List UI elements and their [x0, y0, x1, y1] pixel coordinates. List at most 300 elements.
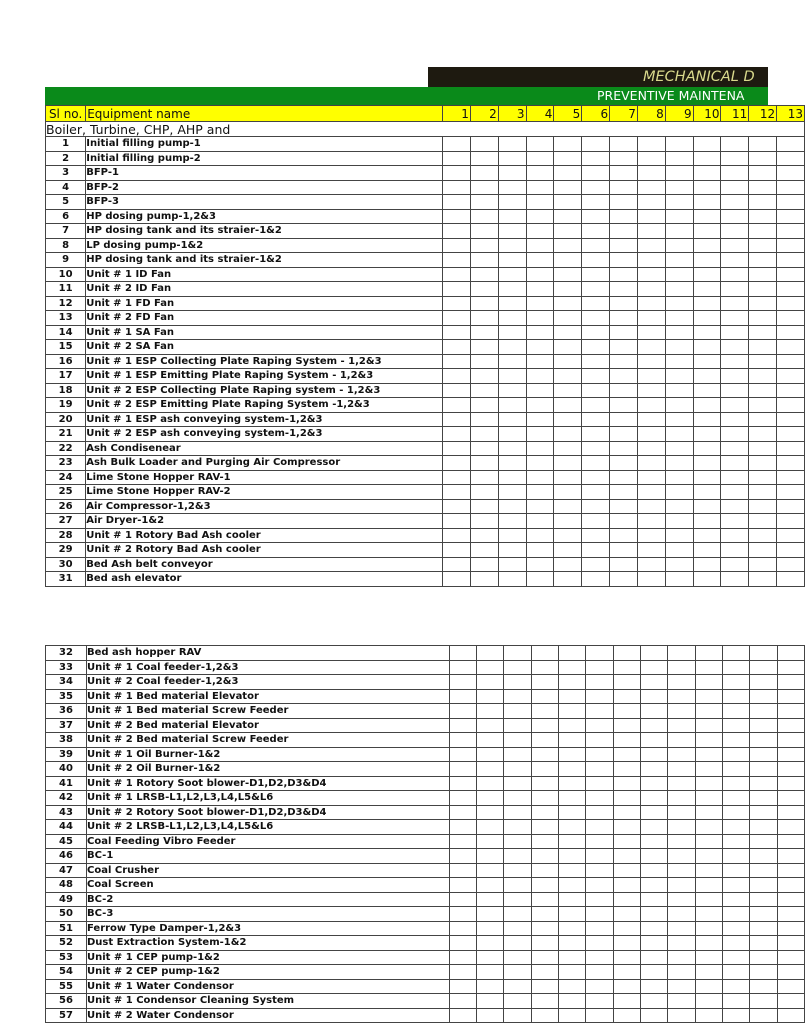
row-sl-no[interactable]: 28 [46, 528, 86, 543]
schedule-cell[interactable] [558, 820, 585, 835]
schedule-cell[interactable] [777, 282, 805, 297]
schedule-cell[interactable] [470, 543, 498, 558]
schedule-cell[interactable] [498, 253, 526, 268]
schedule-cell[interactable] [695, 834, 722, 849]
schedule-cell[interactable] [777, 704, 804, 719]
schedule-cell[interactable] [449, 820, 476, 835]
schedule-cell[interactable] [777, 557, 805, 572]
schedule-cell[interactable] [498, 412, 526, 427]
schedule-cell[interactable] [777, 456, 805, 471]
schedule-cell[interactable] [504, 950, 531, 965]
schedule-cell[interactable] [613, 950, 640, 965]
schedule-cell[interactable] [470, 398, 498, 413]
schedule-cell[interactable] [665, 238, 693, 253]
schedule-cell[interactable] [749, 572, 777, 587]
schedule-cell[interactable] [526, 209, 554, 224]
schedule-cell[interactable] [750, 936, 777, 951]
row-sl-no[interactable]: 51 [46, 921, 87, 936]
schedule-cell[interactable] [613, 675, 640, 690]
schedule-cell[interactable] [613, 805, 640, 820]
schedule-cell[interactable] [449, 791, 476, 806]
schedule-cell[interactable] [637, 180, 665, 195]
schedule-cell[interactable] [476, 892, 503, 907]
schedule-cell[interactable] [610, 325, 638, 340]
schedule-cell[interactable] [504, 849, 531, 864]
schedule-cell[interactable] [558, 834, 585, 849]
schedule-cell[interactable] [613, 849, 640, 864]
schedule-cell[interactable] [504, 965, 531, 980]
row-sl-no[interactable]: 2 [46, 151, 86, 166]
schedule-cell[interactable] [558, 921, 585, 936]
schedule-cell[interactable] [526, 470, 554, 485]
row-equipment-name[interactable]: Unit # 1 Coal feeder-1,2&3 [86, 660, 449, 675]
schedule-cell[interactable] [504, 791, 531, 806]
schedule-cell[interactable] [665, 224, 693, 239]
schedule-cell[interactable] [582, 253, 610, 268]
schedule-cell[interactable] [476, 994, 503, 1009]
schedule-cell[interactable] [637, 572, 665, 587]
schedule-cell[interactable] [695, 849, 722, 864]
schedule-cell[interactable] [693, 238, 721, 253]
schedule-cell[interactable] [531, 660, 558, 675]
schedule-cell[interactable] [777, 892, 804, 907]
row-sl-no[interactable]: 43 [46, 805, 87, 820]
schedule-cell[interactable] [637, 267, 665, 282]
schedule-cell[interactable] [498, 543, 526, 558]
schedule-cell[interactable] [476, 1008, 503, 1023]
schedule-cell[interactable] [554, 238, 582, 253]
schedule-cell[interactable] [554, 383, 582, 398]
schedule-cell[interactable] [586, 689, 613, 704]
schedule-cell[interactable] [693, 137, 721, 152]
schedule-cell[interactable] [693, 383, 721, 398]
schedule-cell[interactable] [582, 282, 610, 297]
schedule-cell[interactable] [777, 514, 805, 529]
schedule-cell[interactable] [610, 514, 638, 529]
schedule-cell[interactable] [749, 412, 777, 427]
header-month-5[interactable]: 5 [554, 106, 582, 122]
schedule-cell[interactable] [582, 224, 610, 239]
schedule-cell[interactable] [504, 820, 531, 835]
schedule-cell[interactable] [582, 325, 610, 340]
schedule-cell[interactable] [558, 733, 585, 748]
schedule-cell[interactable] [476, 965, 503, 980]
schedule-cell[interactable] [750, 776, 777, 791]
schedule-cell[interactable] [476, 762, 503, 777]
schedule-cell[interactable] [526, 543, 554, 558]
schedule-cell[interactable] [640, 849, 667, 864]
schedule-cell[interactable] [449, 907, 476, 922]
schedule-cell[interactable] [558, 1008, 585, 1023]
schedule-cell[interactable] [777, 776, 804, 791]
schedule-cell[interactable] [695, 660, 722, 675]
schedule-cell[interactable] [498, 354, 526, 369]
schedule-cell[interactable] [637, 456, 665, 471]
schedule-cell[interactable] [582, 572, 610, 587]
schedule-cell[interactable] [749, 427, 777, 442]
schedule-cell[interactable] [749, 253, 777, 268]
schedule-cell[interactable] [721, 456, 749, 471]
schedule-cell[interactable] [586, 936, 613, 951]
schedule-cell[interactable] [610, 180, 638, 195]
schedule-cell[interactable] [531, 921, 558, 936]
schedule-cell[interactable] [695, 936, 722, 951]
schedule-cell[interactable] [582, 383, 610, 398]
schedule-cell[interactable] [749, 166, 777, 181]
schedule-cell[interactable] [777, 412, 805, 427]
row-equipment-name[interactable]: Bed ash hopper RAV [86, 646, 449, 661]
schedule-cell[interactable] [443, 224, 471, 239]
schedule-cell[interactable] [750, 921, 777, 936]
schedule-cell[interactable] [665, 572, 693, 587]
schedule-cell[interactable] [695, 907, 722, 922]
row-sl-no[interactable]: 30 [46, 557, 86, 572]
schedule-cell[interactable] [498, 383, 526, 398]
schedule-cell[interactable] [504, 907, 531, 922]
schedule-cell[interactable] [749, 499, 777, 514]
schedule-cell[interactable] [693, 282, 721, 297]
schedule-cell[interactable] [777, 311, 805, 326]
schedule-cell[interactable] [721, 311, 749, 326]
schedule-cell[interactable] [610, 151, 638, 166]
row-sl-no[interactable]: 52 [46, 936, 87, 951]
schedule-cell[interactable] [476, 907, 503, 922]
schedule-cell[interactable] [470, 325, 498, 340]
schedule-cell[interactable] [498, 325, 526, 340]
schedule-cell[interactable] [504, 921, 531, 936]
row-sl-no[interactable]: 1 [46, 137, 86, 152]
schedule-cell[interactable] [526, 485, 554, 500]
row-equipment-name[interactable]: Unit # 1 Oil Burner-1&2 [86, 747, 449, 762]
schedule-cell[interactable] [613, 689, 640, 704]
schedule-cell[interactable] [610, 166, 638, 181]
schedule-cell[interactable] [722, 863, 749, 878]
schedule-cell[interactable] [722, 965, 749, 980]
schedule-cell[interactable] [722, 1008, 749, 1023]
schedule-cell[interactable] [722, 646, 749, 661]
schedule-cell[interactable] [693, 224, 721, 239]
schedule-cell[interactable] [777, 238, 805, 253]
schedule-cell[interactable] [665, 412, 693, 427]
schedule-cell[interactable] [531, 646, 558, 661]
schedule-cell[interactable] [476, 733, 503, 748]
row-equipment-name[interactable]: Initial filling pump-2 [86, 151, 443, 166]
schedule-cell[interactable] [665, 311, 693, 326]
schedule-cell[interactable] [750, 646, 777, 661]
schedule-cell[interactable] [722, 921, 749, 936]
schedule-cell[interactable] [582, 311, 610, 326]
schedule-cell[interactable] [640, 718, 667, 733]
schedule-cell[interactable] [470, 354, 498, 369]
schedule-cell[interactable] [749, 137, 777, 152]
schedule-cell[interactable] [526, 383, 554, 398]
schedule-cell[interactable] [554, 325, 582, 340]
schedule-cell[interactable] [777, 675, 804, 690]
schedule-cell[interactable] [526, 166, 554, 181]
schedule-cell[interactable] [750, 762, 777, 777]
row-equipment-name[interactable]: Coal Screen [86, 878, 449, 893]
schedule-cell[interactable] [722, 892, 749, 907]
schedule-cell[interactable] [470, 253, 498, 268]
schedule-cell[interactable] [777, 820, 804, 835]
schedule-cell[interactable] [721, 209, 749, 224]
schedule-cell[interactable] [721, 514, 749, 529]
schedule-cell[interactable] [558, 776, 585, 791]
schedule-cell[interactable] [610, 340, 638, 355]
row-sl-no[interactable]: 25 [46, 485, 86, 500]
row-equipment-name[interactable]: Unit # 2 CEP pump-1&2 [86, 965, 449, 980]
schedule-cell[interactable] [640, 936, 667, 951]
schedule-cell[interactable] [504, 675, 531, 690]
row-equipment-name[interactable]: Ash Bulk Loader and Purging Air Compressor [86, 456, 443, 471]
schedule-cell[interactable] [637, 398, 665, 413]
row-sl-no[interactable]: 55 [46, 979, 87, 994]
schedule-cell[interactable] [554, 253, 582, 268]
schedule-cell[interactable] [610, 557, 638, 572]
schedule-cell[interactable] [498, 224, 526, 239]
schedule-cell[interactable] [777, 369, 805, 384]
schedule-cell[interactable] [749, 441, 777, 456]
schedule-cell[interactable] [749, 557, 777, 572]
schedule-cell[interactable] [558, 965, 585, 980]
schedule-cell[interactable] [554, 282, 582, 297]
schedule-cell[interactable] [554, 528, 582, 543]
schedule-cell[interactable] [470, 557, 498, 572]
schedule-cell[interactable] [610, 441, 638, 456]
schedule-cell[interactable] [640, 791, 667, 806]
schedule-cell[interactable] [586, 791, 613, 806]
schedule-cell[interactable] [582, 499, 610, 514]
schedule-cell[interactable] [640, 921, 667, 936]
schedule-cell[interactable] [449, 747, 476, 762]
schedule-cell[interactable] [695, 892, 722, 907]
schedule-cell[interactable] [668, 646, 695, 661]
schedule-cell[interactable] [640, 907, 667, 922]
schedule-cell[interactable] [586, 704, 613, 719]
schedule-cell[interactable] [504, 936, 531, 951]
schedule-cell[interactable] [777, 383, 805, 398]
schedule-cell[interactable] [554, 427, 582, 442]
schedule-cell[interactable] [777, 646, 804, 661]
schedule-cell[interactable] [582, 456, 610, 471]
schedule-cell[interactable] [777, 398, 805, 413]
schedule-cell[interactable] [640, 704, 667, 719]
schedule-cell[interactable] [554, 499, 582, 514]
schedule-cell[interactable] [721, 369, 749, 384]
schedule-cell[interactable] [582, 180, 610, 195]
schedule-cell[interactable] [526, 137, 554, 152]
schedule-cell[interactable] [665, 340, 693, 355]
schedule-cell[interactable] [640, 979, 667, 994]
schedule-cell[interactable] [640, 863, 667, 878]
schedule-cell[interactable] [610, 499, 638, 514]
schedule-cell[interactable] [476, 646, 503, 661]
schedule-cell[interactable] [668, 863, 695, 878]
row-sl-no[interactable]: 5 [46, 195, 86, 210]
schedule-cell[interactable] [586, 921, 613, 936]
schedule-cell[interactable] [750, 747, 777, 762]
row-equipment-name[interactable]: Unit # 1 FD Fan [86, 296, 443, 311]
schedule-cell[interactable] [777, 762, 804, 777]
schedule-cell[interactable] [749, 238, 777, 253]
schedule-cell[interactable] [531, 718, 558, 733]
schedule-cell[interactable] [693, 456, 721, 471]
schedule-cell[interactable] [722, 747, 749, 762]
schedule-cell[interactable] [637, 369, 665, 384]
row-sl-no[interactable]: 42 [46, 791, 87, 806]
schedule-cell[interactable] [470, 441, 498, 456]
schedule-cell[interactable] [637, 311, 665, 326]
row-sl-no[interactable]: 4 [46, 180, 86, 195]
schedule-cell[interactable] [582, 557, 610, 572]
schedule-cell[interactable] [750, 878, 777, 893]
schedule-cell[interactable] [586, 834, 613, 849]
schedule-cell[interactable] [693, 151, 721, 166]
schedule-cell[interactable] [749, 514, 777, 529]
schedule-cell[interactable] [613, 646, 640, 661]
schedule-cell[interactable] [637, 137, 665, 152]
schedule-cell[interactable] [665, 267, 693, 282]
schedule-cell[interactable] [722, 979, 749, 994]
schedule-cell[interactable] [582, 195, 610, 210]
schedule-cell[interactable] [665, 325, 693, 340]
schedule-cell[interactable] [721, 354, 749, 369]
schedule-cell[interactable] [722, 805, 749, 820]
schedule-cell[interactable] [498, 398, 526, 413]
schedule-cell[interactable] [554, 195, 582, 210]
schedule-cell[interactable] [610, 470, 638, 485]
schedule-cell[interactable] [722, 791, 749, 806]
schedule-cell[interactable] [498, 311, 526, 326]
header-sl-no[interactable]: Sl no. [46, 106, 86, 122]
row-equipment-name[interactable]: BC-3 [86, 907, 449, 922]
row-equipment-name[interactable]: Coal Feeding Vibro Feeder [86, 834, 449, 849]
schedule-cell[interactable] [750, 704, 777, 719]
schedule-cell[interactable] [526, 325, 554, 340]
schedule-cell[interactable] [693, 325, 721, 340]
schedule-cell[interactable] [640, 994, 667, 1009]
row-sl-no[interactable]: 46 [46, 849, 87, 864]
schedule-cell[interactable] [531, 747, 558, 762]
schedule-cell[interactable] [558, 689, 585, 704]
row-equipment-name[interactable]: Unit # 2 Bed material Screw Feeder [86, 733, 449, 748]
schedule-cell[interactable] [777, 325, 805, 340]
schedule-cell[interactable] [504, 646, 531, 661]
schedule-cell[interactable] [637, 485, 665, 500]
schedule-cell[interactable] [721, 572, 749, 587]
schedule-cell[interactable] [610, 543, 638, 558]
schedule-cell[interactable] [695, 921, 722, 936]
row-sl-no[interactable]: 17 [46, 369, 86, 384]
schedule-cell[interactable] [749, 151, 777, 166]
schedule-cell[interactable] [586, 979, 613, 994]
schedule-cell[interactable] [721, 137, 749, 152]
schedule-cell[interactable] [526, 340, 554, 355]
schedule-cell[interactable] [443, 369, 471, 384]
schedule-cell[interactable] [665, 383, 693, 398]
schedule-cell[interactable] [613, 936, 640, 951]
schedule-cell[interactable] [443, 209, 471, 224]
schedule-cell[interactable] [637, 441, 665, 456]
schedule-cell[interactable] [526, 412, 554, 427]
row-equipment-name[interactable]: Lime Stone Hopper RAV-1 [86, 470, 443, 485]
schedule-cell[interactable] [554, 470, 582, 485]
schedule-cell[interactable] [665, 180, 693, 195]
schedule-cell[interactable] [554, 354, 582, 369]
row-sl-no[interactable]: 18 [46, 383, 86, 398]
schedule-cell[interactable] [722, 994, 749, 1009]
schedule-cell[interactable] [443, 311, 471, 326]
schedule-cell[interactable] [749, 180, 777, 195]
schedule-cell[interactable] [777, 441, 805, 456]
schedule-cell[interactable] [443, 137, 471, 152]
schedule-cell[interactable] [498, 340, 526, 355]
schedule-cell[interactable] [470, 166, 498, 181]
schedule-cell[interactable] [695, 689, 722, 704]
schedule-cell[interactable] [498, 557, 526, 572]
schedule-cell[interactable] [668, 689, 695, 704]
schedule-cell[interactable] [722, 878, 749, 893]
schedule-cell[interactable] [449, 718, 476, 733]
schedule-cell[interactable] [721, 296, 749, 311]
row-equipment-name[interactable]: BFP-2 [86, 180, 443, 195]
schedule-cell[interactable] [526, 282, 554, 297]
schedule-cell[interactable] [695, 805, 722, 820]
schedule-cell[interactable] [531, 936, 558, 951]
schedule-cell[interactable] [750, 979, 777, 994]
schedule-cell[interactable] [695, 704, 722, 719]
schedule-cell[interactable] [640, 747, 667, 762]
schedule-cell[interactable] [668, 762, 695, 777]
schedule-cell[interactable] [695, 791, 722, 806]
schedule-cell[interactable] [640, 776, 667, 791]
schedule-cell[interactable] [693, 354, 721, 369]
schedule-cell[interactable] [498, 470, 526, 485]
schedule-cell[interactable] [531, 950, 558, 965]
schedule-cell[interactable] [721, 398, 749, 413]
schedule-cell[interactable] [554, 166, 582, 181]
schedule-cell[interactable] [637, 166, 665, 181]
schedule-cell[interactable] [531, 907, 558, 922]
row-sl-no[interactable]: 36 [46, 704, 87, 719]
schedule-cell[interactable] [668, 950, 695, 965]
schedule-cell[interactable] [613, 921, 640, 936]
schedule-cell[interactable] [613, 994, 640, 1009]
schedule-cell[interactable] [750, 849, 777, 864]
schedule-cell[interactable] [504, 733, 531, 748]
schedule-cell[interactable] [721, 195, 749, 210]
schedule-cell[interactable] [476, 718, 503, 733]
schedule-cell[interactable] [722, 834, 749, 849]
schedule-cell[interactable] [721, 282, 749, 297]
schedule-cell[interactable] [582, 354, 610, 369]
schedule-cell[interactable] [693, 441, 721, 456]
schedule-cell[interactable] [749, 398, 777, 413]
schedule-cell[interactable] [721, 485, 749, 500]
schedule-cell[interactable] [531, 979, 558, 994]
schedule-cell[interactable] [777, 733, 804, 748]
schedule-cell[interactable] [531, 776, 558, 791]
schedule-cell[interactable] [665, 514, 693, 529]
row-equipment-name[interactable]: Unit # 1 ID Fan [86, 267, 443, 282]
schedule-cell[interactable] [777, 499, 805, 514]
schedule-cell[interactable] [693, 557, 721, 572]
schedule-cell[interactable] [640, 675, 667, 690]
schedule-cell[interactable] [613, 965, 640, 980]
schedule-cell[interactable] [558, 718, 585, 733]
row-sl-no[interactable]: 23 [46, 456, 86, 471]
header-month-10[interactable]: 10 [693, 106, 721, 122]
